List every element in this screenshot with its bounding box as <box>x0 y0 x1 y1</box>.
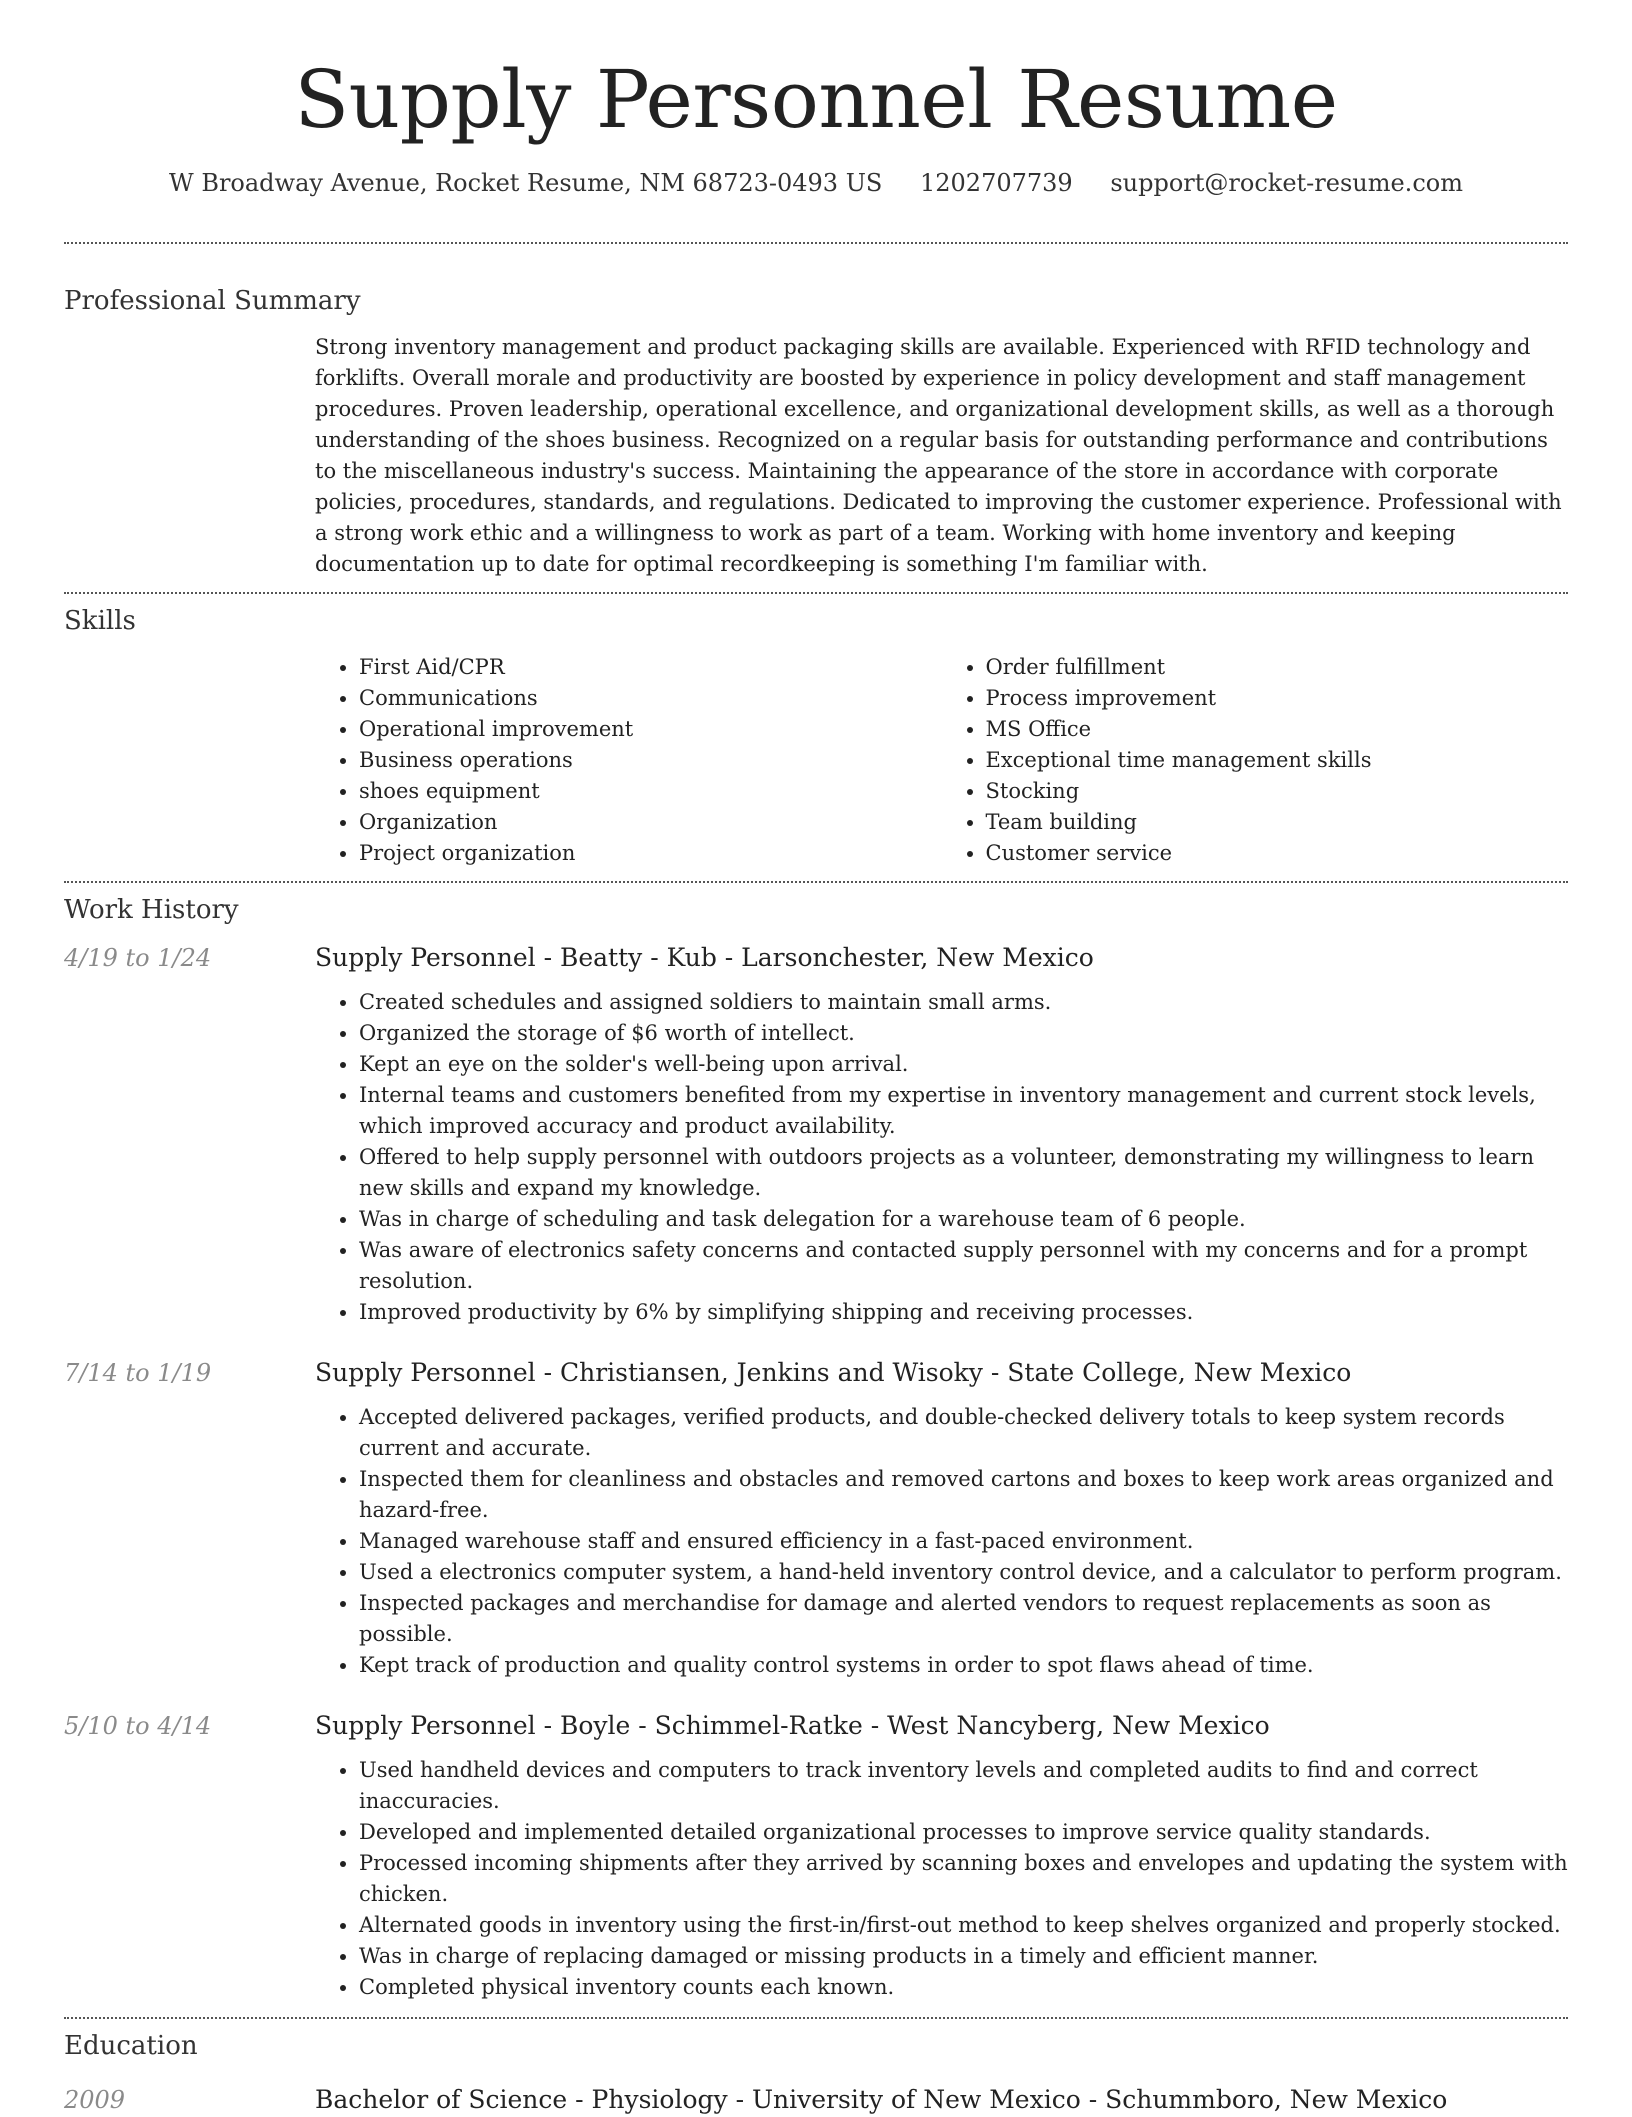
skills-list-left <box>315 652 942 869</box>
job-bullet: • Created schedules and assigned soldiers to maintain small arms. <box>359 987 1568 1018</box>
job-dates: 4/19 to 1/24 <box>64 944 212 972</box>
job-dates: 5/10 to 4/14 <box>64 1712 212 1740</box>
summary-text: Strong inventory management and product packaging skills are available. Experienced with RFID technology and forklifts. Overall morale and productivity are boosted by experience in policy development and staff management procedures. Proven leadership, operational excellence, and organizational development skills, as well as a thorough understanding of the shoes business. Recognized on a regular basis for outstanding performance and contributions to the miscellaneous industry's success. Maintaining the appearance of the store in accordance with corporate policies, procedures, standards, and regulations. Dedicated to improving the customer experience. Professional with a strong work ethic and a willingness to work as part of a team. Working with home inventory and keeping documentation up to date for optimal recordkeeping is something I'm familiar with. <box>315 335 1562 576</box>
job-bullet: • Alternated goods in inventory using the first-in/first-out method to keep shelves organized and properly stocked. <box>359 1910 1568 1941</box>
skills-section <box>64 594 1568 869</box>
resume-page <box>64 0 1568 2117</box>
education-section <box>64 2019 1568 2117</box>
job-bullet: • Kept an eye on the solder's well-being upon arrival. <box>359 1049 1568 1080</box>
skill-item: • Project organization <box>359 838 942 869</box>
job-bullet: • Managed warehouse staff and ensured efficiency in a fast-paced environment. <box>359 1526 1568 1557</box>
job-bullet: • Developed and implemented detailed organizational processes to improve service quality standards. <box>359 1817 1568 1848</box>
job-bullet: • Used handheld devices and computers to track inventory levels and completed audits to find and correct inaccuracies. <box>359 1755 1568 1817</box>
job-bullets <box>315 1755 1568 2003</box>
skill-item: • First Aid/CPR <box>359 652 942 683</box>
education-heading: Education <box>64 2031 198 2061</box>
contact-address: W Broadway Avenue, Rocket Resume, NM 68723-0493 US <box>169 169 883 197</box>
job-bullet: • Kept track of production and quality control systems in order to spot flaws ahead of time. <box>359 1650 1568 1681</box>
job-bullet: • Internal teams and customers benefited from my expertise in inventory management and current stock levels, which improved accuracy and product availability. <box>359 1080 1568 1142</box>
work-history-section <box>64 883 1568 2017</box>
education-year: 2009 <box>64 2086 126 2114</box>
job-bullets <box>315 987 1568 1328</box>
contact-phone: 1202707739 <box>920 169 1073 197</box>
job-bullet: • Processed incoming shipments after they arrived by scanning boxes and envelopes and updating the system with chicken. <box>359 1848 1568 1910</box>
job-bullet: • Was in charge of replacing damaged or missing products in a timely and efficient manner. <box>359 1941 1568 1972</box>
job-bullet: • Was in charge of scheduling and task delegation for a warehouse team of 6 people. <box>359 1204 1568 1235</box>
job-bullet: • Used a electronics computer system, a hand-held inventory control device, and a calculator to perform program. <box>359 1557 1568 1588</box>
job-dates: 7/14 to 1/19 <box>64 1359 212 1387</box>
skills-heading: Skills <box>64 606 136 636</box>
skill-item: • Customer service <box>986 838 1569 869</box>
job-entry <box>64 1709 1568 2003</box>
skill-item: • MS Office <box>986 714 1569 745</box>
job-entry <box>64 1356 1568 1681</box>
skill-item: • Organization <box>359 807 942 838</box>
job-title: Supply Personnel - Beatty - Kub - Larsonchester, New Mexico <box>315 943 1094 972</box>
contact-line <box>64 166 1568 200</box>
job-title: Supply Personnel - Boyle - Schimmel-Ratke - West Nancyberg, New Mexico <box>315 1711 1270 1740</box>
skill-item: • Stocking <box>986 776 1569 807</box>
summary-heading: Professional Summary <box>64 286 361 316</box>
job-bullet: • Inspected packages and merchandise for damage and alerted vendors to request replacements as soon as possible. <box>359 1588 1568 1650</box>
job-bullet: • Was aware of electronics safety concerns and contacted supply personnel with my concerns and for a prompt resolution. <box>359 1235 1568 1297</box>
job-title: Supply Personnel - Christiansen, Jenkins and Wisoky - State College, New Mexico <box>315 1358 1352 1387</box>
job-bullet: • Inspected them for cleanliness and obstacles and removed cartons and boxes to keep work areas organized and hazard-free. <box>359 1464 1568 1526</box>
skill-item: • Exceptional time management skills <box>986 745 1569 776</box>
page-title: Supply Personnel Resume <box>294 53 1338 146</box>
skills-list-right <box>942 652 1569 869</box>
job-bullet: • Organized the storage of $6 worth of intellect. <box>359 1018 1568 1049</box>
job-bullets <box>315 1402 1568 1681</box>
job-bullet: • Offered to help supply personnel with outdoors projects as a volunteer, demonstrating my willingness to learn new skills and expand my knowledge. <box>359 1142 1568 1204</box>
work-history-heading: Work History <box>64 895 239 925</box>
job-bullet: • Completed physical inventory counts each known. <box>359 1972 1568 2003</box>
contact-email: support@rocket-resume.com <box>1110 169 1463 197</box>
skill-item: • shoes equipment <box>359 776 942 807</box>
education-degree: Bachelor of Science - Physiology - University of New Mexico - Schummboro, New Mexico <box>315 2085 1448 2114</box>
skill-item: • Business operations <box>359 745 942 776</box>
summary-section <box>64 244 1568 580</box>
job-bullet: • Improved productivity by 6% by simplifying shipping and receiving processes. <box>359 1297 1568 1328</box>
skill-item: • Process improvement <box>986 683 1569 714</box>
skill-item: • Operational improvement <box>359 714 942 745</box>
job-bullet: • Accepted delivered packages, verified products, and double-checked delivery totals to keep system records current and accurate. <box>359 1402 1568 1464</box>
skill-item: • Communications <box>359 683 942 714</box>
skill-item: • Team building <box>986 807 1569 838</box>
skill-item: • Order fulfillment <box>986 652 1569 683</box>
job-entry <box>64 941 1568 1328</box>
